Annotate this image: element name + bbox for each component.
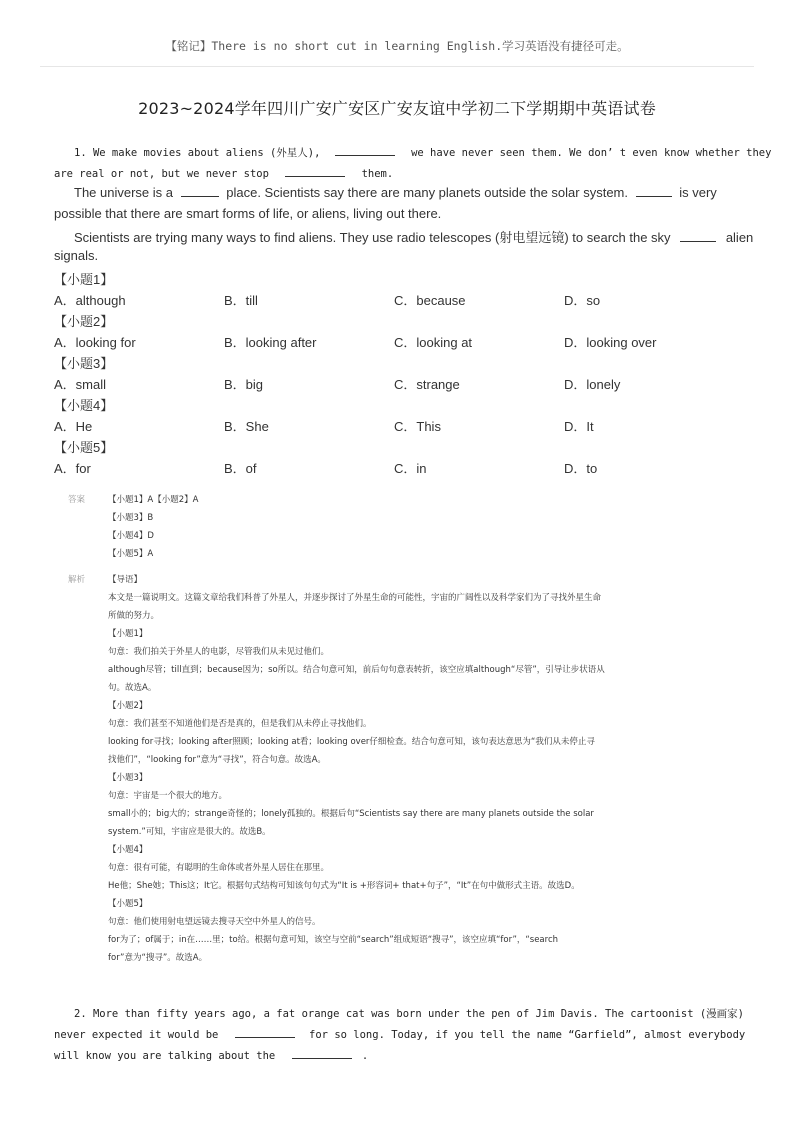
analysis-line: 句意：我们甚至不知道他们是否是真的，但是我们从未停止寻找他们。	[108, 719, 372, 729]
answer-line: 【小题4】D	[108, 531, 154, 541]
analysis-line: small小的；big大的；strange奇怪的；lonely孤独的。根据后句“Scientists say there are many planets outside the solar	[108, 809, 594, 819]
analysis-line: He他；She她；This这；It它。根据句式结构可知该句句式为“It is +形容词+ that+句子”，“It”在句中做形式主语。故选D。	[108, 881, 580, 891]
header-divider	[40, 66, 754, 67]
analysis-line: 句意：很有可能，有聪明的生命体或者外星人居住在那里。	[108, 863, 330, 873]
analysis-line: 【导语】	[108, 575, 143, 585]
analysis-line: 所做的努力。	[108, 611, 160, 621]
analysis-line: although尽管；till直到；because因为；so所以。结合句意可知，前后句句意表转折，该空应填although“尽管”，引导让步状语从	[108, 665, 605, 675]
option-d[interactable]: D．lonely	[564, 377, 621, 392]
option-d[interactable]: D．to	[564, 461, 598, 476]
analysis-line: 句意：宇宙是一个很大的地方。	[108, 791, 228, 801]
q1-text: are real or not, but we never stop	[54, 168, 269, 180]
q1-blank-4	[636, 186, 672, 197]
q2-line-1: 2. More than fifty years ago, a fat orange cat was born under the pen of Jim Davis. The cartoonist (漫画家)	[74, 1008, 744, 1020]
subquestion-label: 【小题1】	[54, 272, 114, 287]
q1-paragraph-1	[74, 185, 717, 200]
q1-blank-5	[680, 231, 716, 242]
q2-text: will know you are talking about the	[54, 1050, 276, 1062]
option-d[interactable]: D．It	[564, 419, 594, 434]
answer-tag: 答案	[68, 495, 86, 505]
q1-text: alien	[725, 230, 754, 245]
motto-text: 【铭记】There is no short cut in learning English.学习英语没有捷径可走。	[165, 39, 629, 53]
q1-text: is very	[679, 185, 717, 200]
q2-text: for so long. Today, if you tell the name “Garfield”, almost everybody	[309, 1029, 746, 1041]
q1-paragraph-2-cont: signals.	[54, 248, 99, 263]
analysis-line: 句。故选A。	[108, 683, 157, 693]
analysis-line: looking for寻找；looking after照顾；looking at看；looking over仔细检查。结合句意可知，该句表达意思为“我们从未停止寻	[108, 737, 595, 747]
q2-text: never expected it would be	[54, 1029, 219, 1041]
analysis-line: 句意：他们使用射电望远镜去搜寻天空中外星人的信号。	[108, 917, 321, 927]
analysis-line: 【小题1】	[108, 629, 148, 639]
subquestion-label: 【小题2】	[54, 314, 114, 329]
answer-line: 【小题1】A【小题2】A	[108, 495, 199, 505]
option-b[interactable]: B．looking after	[224, 335, 317, 350]
subquestion-label: 【小题4】	[54, 398, 114, 413]
q2-blank-1	[235, 1027, 295, 1038]
option-c[interactable]: C．strange	[394, 377, 460, 392]
analysis-line: system.”可知，宇宙应是很大的。故选B。	[108, 827, 271, 837]
analysis-line: 句意：我们拍关于外星人的电影，尽管我们从未见过他们。	[108, 647, 330, 657]
option-d[interactable]: D．looking over	[564, 335, 657, 350]
analysis-line: for为了；of属于；in在……里；to给。根据句意可知，该空与空前“search”组成短语“搜寻”，该空应填“for”，“search	[108, 935, 559, 945]
analysis-line: 【小题4】	[108, 845, 148, 855]
page-title: 2023~2024学年四川广安广安区广安友谊中学初二下学期期中英语试卷	[138, 99, 656, 118]
q1-paragraph-1-cont: possible that there are smart forms of life, or aliens, living out there.	[54, 206, 442, 221]
q1-text: we have never seen them. We don’ t even know whether they	[411, 147, 772, 159]
subquestion-label: 【小题5】	[54, 440, 114, 455]
option-a[interactable]: A．for	[54, 461, 91, 476]
q1-text: The universe is a	[74, 185, 173, 200]
option-c[interactable]: C．in	[394, 461, 427, 476]
option-a[interactable]: A．small	[54, 377, 107, 392]
option-a[interactable]: A．although	[54, 293, 126, 308]
answer-line: 【小题5】A	[108, 549, 154, 559]
option-a[interactable]: A．looking for	[54, 335, 136, 350]
analysis-line: 找他们”，“looking for”意为“寻找”，符合句意。故选A。	[108, 755, 326, 765]
option-b[interactable]: B．till	[224, 293, 258, 308]
q2-line-3	[54, 1048, 368, 1062]
q1-blank-1	[335, 145, 395, 156]
q1-text: place. Scientists say there are many planets outside the solar system.	[226, 185, 628, 200]
q1-text: 1. We make movies about aliens (外星人),	[74, 147, 321, 159]
q1-text: them.	[361, 168, 394, 180]
page-header	[0, 0, 794, 67]
q1-blank-3	[181, 186, 219, 197]
option-c[interactable]: C．looking at	[394, 335, 473, 350]
option-c[interactable]: C．This	[394, 419, 441, 434]
option-b[interactable]: B．big	[224, 377, 264, 392]
q2-text: .	[361, 1050, 369, 1062]
subquestion-label: 【小题3】	[54, 356, 114, 371]
q1-blank-2	[285, 166, 345, 177]
q1-paragraph-2	[74, 227, 753, 246]
option-a[interactable]: A．He	[54, 419, 93, 434]
analysis-tag: 解析	[68, 575, 86, 585]
option-c[interactable]: C．because	[394, 293, 466, 308]
q1-text: Scientists are trying many ways to find aliens. They use radio telescopes (射电望远镜) to search the sky	[74, 230, 671, 245]
q1-line-1	[74, 145, 771, 160]
q2-blank-2	[292, 1048, 352, 1059]
option-b[interactable]: B．She	[224, 419, 269, 434]
q2-line-2	[54, 1027, 745, 1041]
analysis-line: 【小题2】	[108, 701, 148, 711]
analysis-line: for”意为“搜寻”。故选A。	[108, 953, 208, 963]
answer-line: 【小题3】B	[108, 513, 154, 523]
analysis-line: 本文是一篇说明文。这篇文章给我们科普了外星人，并逐步探讨了外星生命的可能性，宇宙的广阔性以及科学家们为了寻找外星生命	[108, 593, 602, 603]
analysis-line: 【小题5】	[108, 899, 148, 909]
q1-line-2	[54, 166, 393, 180]
option-b[interactable]: B．of	[224, 461, 257, 476]
option-d[interactable]: D．so	[564, 293, 601, 308]
analysis-line: 【小题3】	[108, 773, 148, 783]
